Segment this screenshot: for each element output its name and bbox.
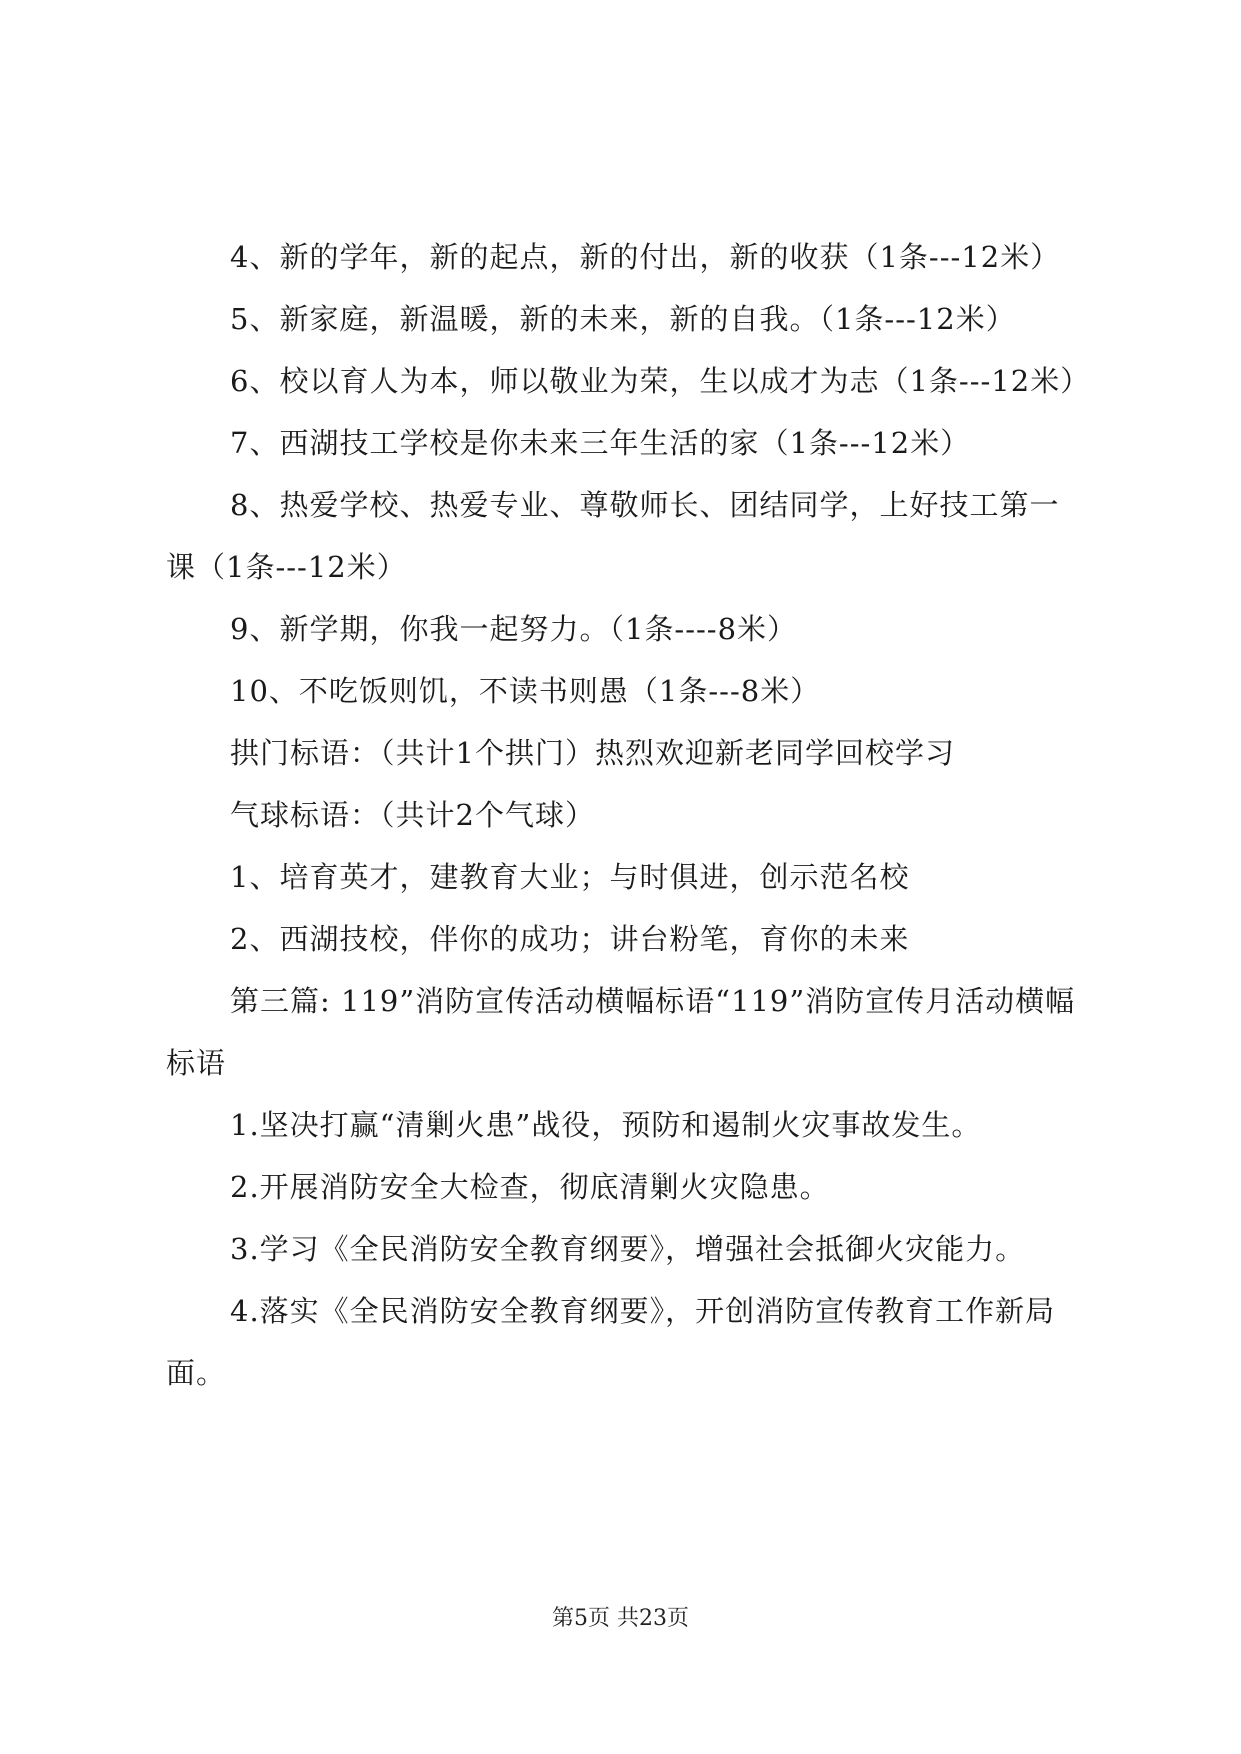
paragraph: 拱门标语：（共计1个拱门）热烈欢迎新老同学回校学习: [230, 736, 955, 770]
paragraph: 2.开展消防安全大检查，彻底清剿火灾隐患。: [230, 1170, 830, 1204]
document-body: [166, 226, 1091, 1404]
paragraph: 4、新的学年，新的起点，新的付出，新的收获（1条---12米）: [230, 240, 1061, 274]
paragraph: 6、校以育人为本，师以敬业为荣，生以成才为志（1条---12米）: [230, 364, 1091, 398]
paragraph: 2、西湖技校，伴你的成功；讲台粉笔，育你的未来: [230, 922, 910, 956]
section-heading: 第三篇: 119”消防宣传活动横幅标语“119”消防宣传月活动横幅标语: [166, 984, 1076, 1080]
page-number: 第5页 共23页: [552, 1606, 689, 1631]
page-footer: [0, 1604, 1241, 1634]
paragraph: 1、培育英才，建教育大业；与时俱进，创示范名校: [230, 860, 910, 894]
paragraph: 气球标语：（共计2个气球）: [230, 798, 595, 832]
paragraph: 7、西湖技工学校是你未来三年生活的家（1条---12米）: [230, 426, 971, 460]
paragraph: 9、新学期，你我一起努力。（1条----8米）: [230, 612, 798, 646]
paragraph: 10、不吃饭则饥，不读书则愚（1条---8米）: [230, 674, 821, 708]
paragraph: 1.坚决打赢“清剿火患”战役，预防和遏制火灾事故发生。: [230, 1108, 982, 1142]
paragraph: 5、新家庭，新温暖，新的未来，新的自我。（1条---12米）: [230, 302, 1016, 336]
paragraph: 8、热爱学校、热爱专业、尊敬师长、团结同学，上好技工第一课（1条---12米）: [166, 488, 1060, 584]
paragraph: 3.学习《全民消防安全教育纲要》，增强社会抵御火灾能力。: [230, 1232, 1026, 1266]
paragraph: 4.落实《全民消防安全教育纲要》，开创消防宣传教育工作新局面。: [166, 1294, 1056, 1390]
